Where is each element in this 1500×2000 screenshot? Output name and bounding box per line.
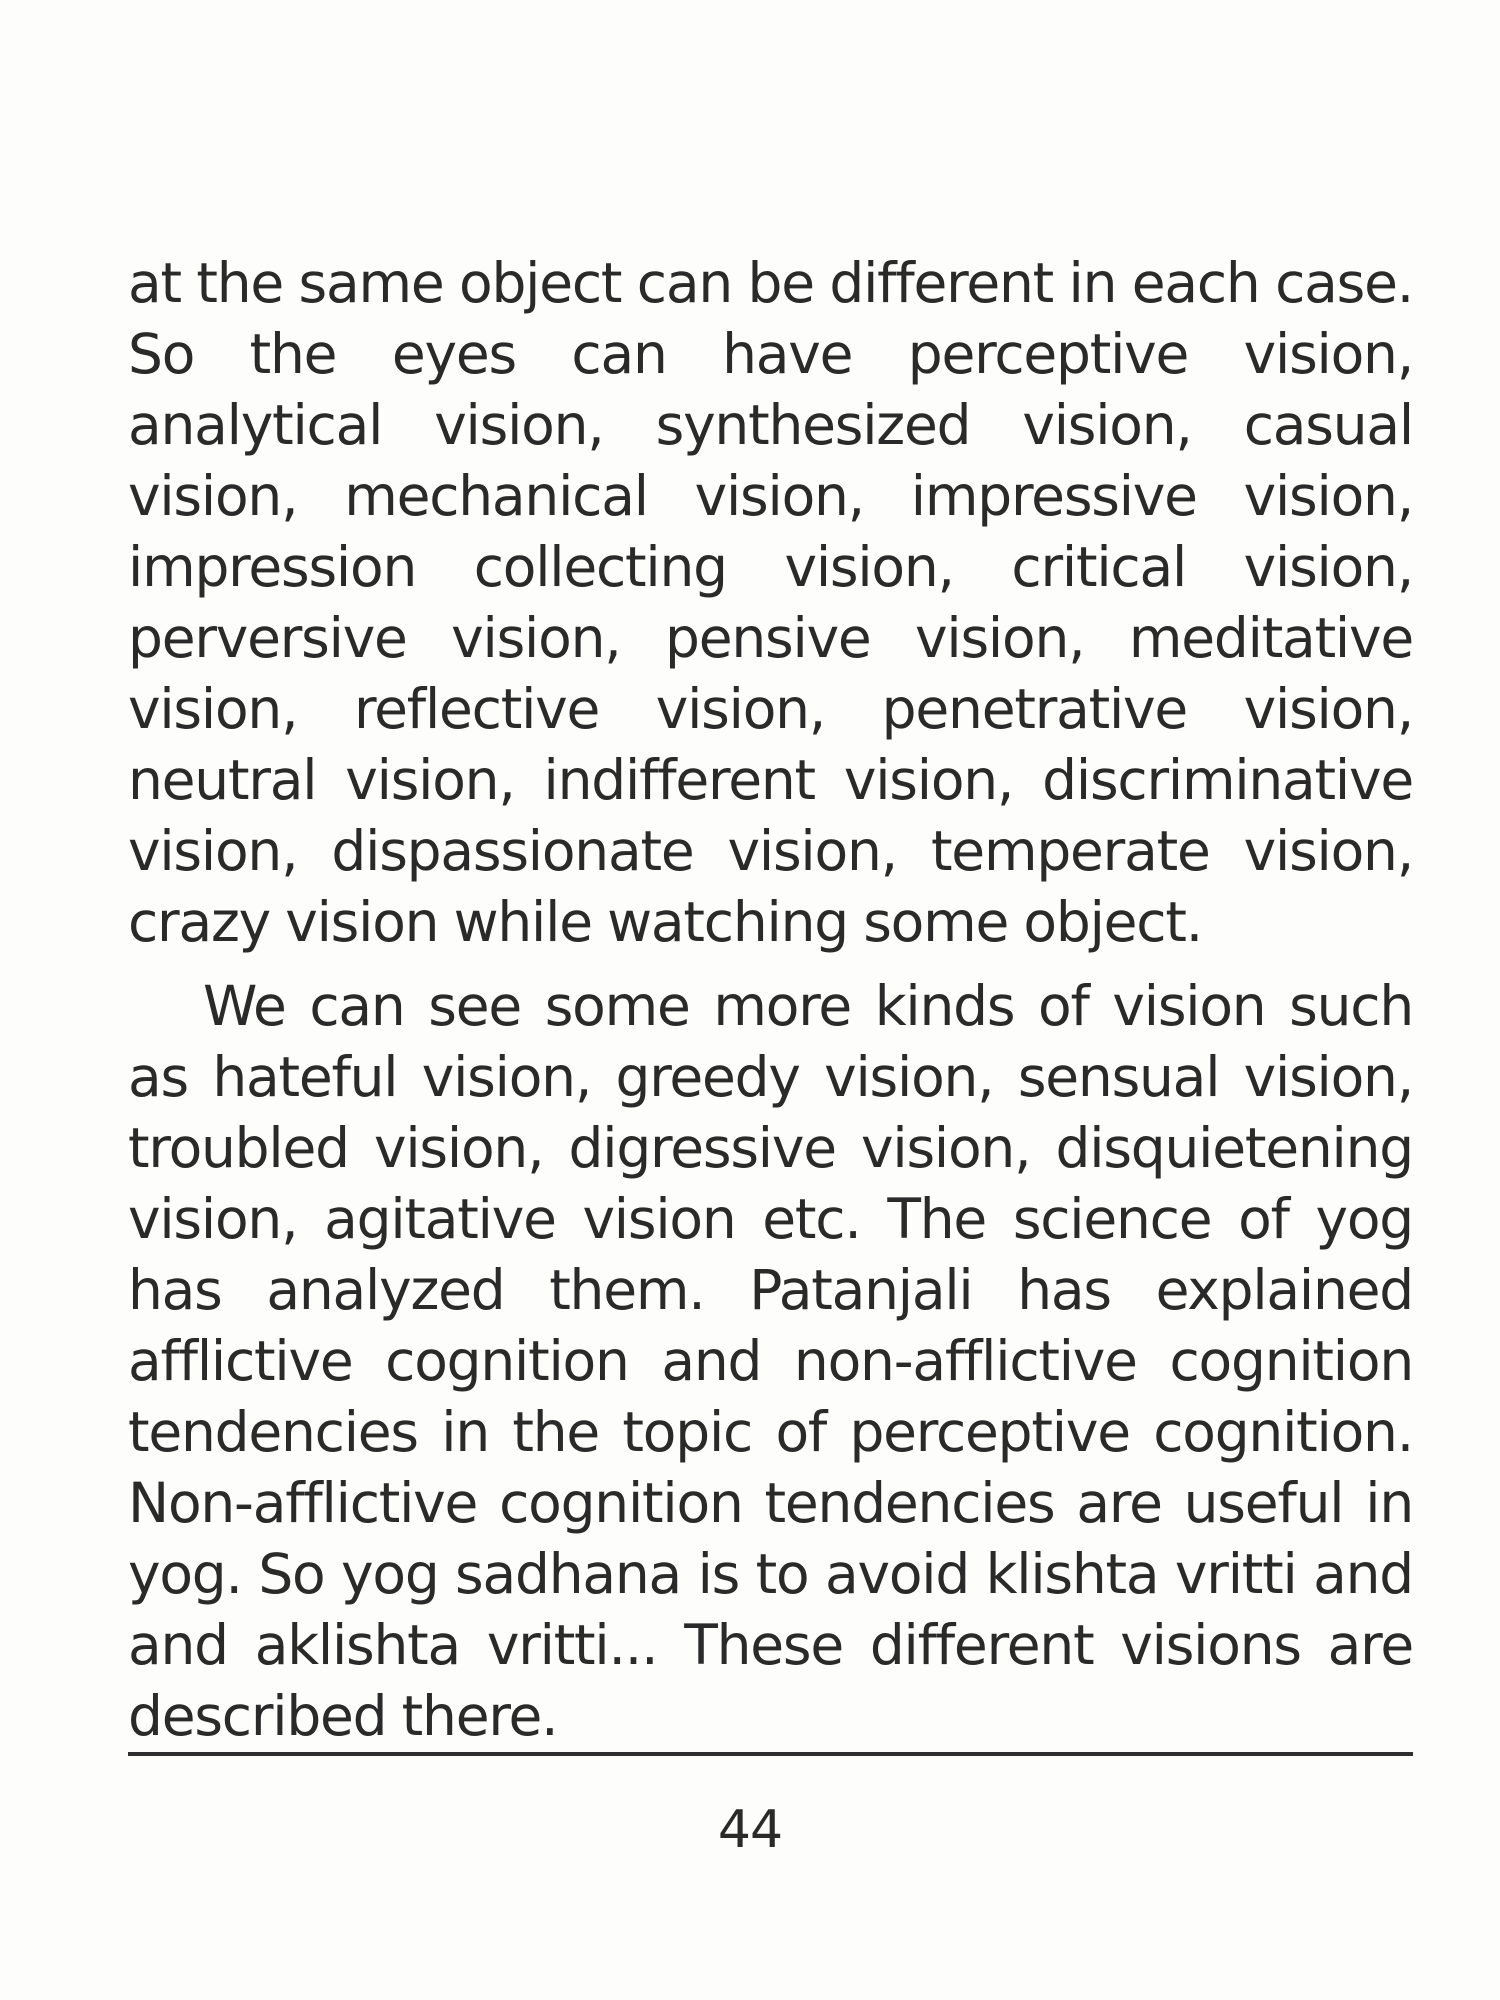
footer-divider [128,1752,1413,1756]
paragraph-2: We can see some more kinds of vision such as hateful vision, greedy vision, sensual vision, troubled vision, digressive vision, disquietening vision, agitative vision etc. The science of yog has analyzed them. Patanjali has explained afflictive cognition and non-afflictive cognition tendencies in the topic of perceptive cognition. Non-afflictive cognition tendencies are useful in yog. So yog sadhana is to avoid klishta vritti and and aklishta vritti... These different visions are described there. [128,974,1413,1748]
paragraph-1: at the same object can be different in each case. So the eyes can have perceptive vision, analytical vision, synthesized vision, casual vision, mechanical vision, impressive vision, impression collecting vision, critical vision, perversive vision, pensive vision, meditative vision, reflective vision, penetrative vision, neutral vision, indifferent vision, discriminative vision, dispassionate vision, temperate vision, crazy vision while watching some object. [128,251,1413,954]
body-text [128,248,1413,1752]
page-number: 44 [717,1800,783,1860]
